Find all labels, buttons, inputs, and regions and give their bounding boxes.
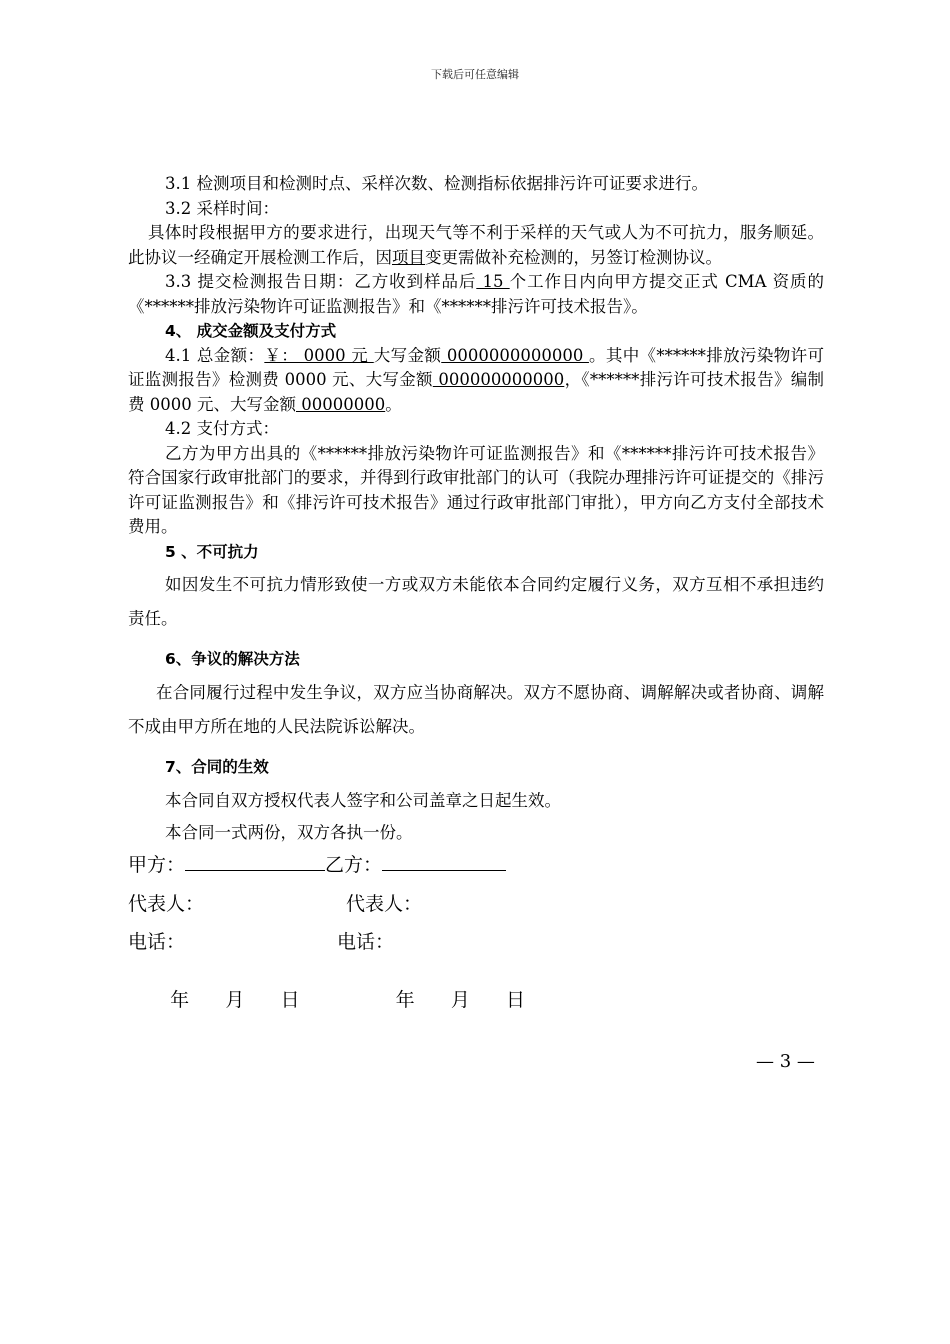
clause-3-1: 3.1 检测项目和检测时点、采样次数、检测指标依据排污许可证要求进行。	[165, 174, 708, 193]
section-4-heading: 4、 成交金额及支付方式	[165, 322, 337, 340]
clause-3-2-body	[128, 221, 824, 270]
clause-3-2-title: 3.2 采样时间：	[165, 198, 279, 218]
clause-3-2-text-a: 具体时段根据甲方的要求进行，出现天气等不利于采样的天气或人为不可抗力，服务顺延。此协议一经确定开展检测工作后，因	[128, 223, 824, 267]
party-a-blank	[185, 852, 325, 871]
clause-5-body: 如因发生不可抗力情形致使一方或双方未能依本合同约定履行义务，双方互相不承担违约责任。	[128, 575, 824, 628]
party-b-blank	[382, 852, 506, 871]
signature-party-row	[128, 850, 506, 877]
clause-3-3	[128, 270, 824, 319]
total-amount-value: ￥： 0000 元	[264, 345, 374, 365]
report-days-value: 15	[476, 272, 510, 291]
party-b-label: 乙方：	[325, 854, 383, 876]
clause-7-2: 本合同一式两份，双方各执一份。	[165, 823, 413, 842]
party-b-rep-label: 代表人：	[346, 893, 423, 915]
party-b-date: 年 月 日	[395, 989, 526, 1011]
clause-4-1-text-a: 4.1 总金额：	[165, 345, 265, 365]
party-a-label: 甲方：	[128, 854, 186, 876]
page-number: — 3 —	[756, 1051, 815, 1072]
report-fee-capital: 00000000	[295, 394, 386, 414]
clause-4-1-text-d: ，《******排污许可技术报告》编制费 0000 元、大写金额	[128, 370, 825, 414]
party-a-date: 年 月 日	[170, 989, 300, 1011]
signature-date-row	[158, 963, 525, 1012]
clause-3-3-text-a: 3.3 提交检测报告日期：乙方收到样品后	[165, 272, 477, 291]
signature-rep-row	[128, 889, 422, 916]
clause-4-1-text-e: 。	[385, 394, 402, 414]
section-7-heading: 7、合同的生效	[165, 758, 269, 776]
party-a-rep-label: 代表人：	[128, 893, 205, 915]
clause-6-body: 在合同履行过程中发生争议，双方应当协商解决。双方不愿协商、调解解决或者协商、调解不成由甲方所在地的人民法院诉讼解决。	[128, 683, 824, 736]
clause-3-2-underlined-project: 项目	[392, 247, 425, 267]
party-b-tel-label: 电话：	[337, 931, 395, 953]
clause-4-2-body: 乙方为甲方出具的《******排放污染物许可证监测报告》和《******排污许可技术报告》符合国家行政审批部门的要求，并得到行政审批部门的认可（我院办理排污许可证提交的《排污许可证监测报告》和《排污许可技术报告》通过行政审批部门审批），甲方向乙方支付全部技术费用。	[128, 443, 824, 536]
clause-4-2-title: 4.2 支付方式：	[165, 419, 279, 438]
header-note: 下载后可任意编辑	[431, 68, 519, 81]
section-6-heading: 6、争议的解决方法	[165, 650, 300, 668]
total-amount-capital: 0000000000000	[441, 345, 589, 365]
clause-4-1	[128, 344, 824, 418]
party-a-tel-label: 电话：	[128, 931, 186, 953]
clause-4-1-text-c: 。其中《******排放污染物许可证监测报告》检测费 0000 元、大写金额	[128, 345, 824, 389]
contract-body	[128, 172, 824, 848]
section-5-heading: 5 、不可抗力	[165, 542, 259, 561]
clause-3-3-text-b: 个工作日内向甲方提交正式 CMA 资质的《******排放污染物许可证监测报告》和《******排污许可技术报告》。	[128, 272, 824, 316]
signature-tel-row	[128, 927, 394, 954]
clause-3-2-text-b: 变更需做补充检测的，另签订检测协议。	[425, 247, 722, 267]
clause-4-1-text-b: 大写金额	[373, 345, 442, 365]
clause-7-1: 本合同自双方授权代表人签字和公司盖章之日起生效。	[165, 791, 561, 810]
monitoring-fee-capital: 000000000000	[432, 370, 565, 389]
